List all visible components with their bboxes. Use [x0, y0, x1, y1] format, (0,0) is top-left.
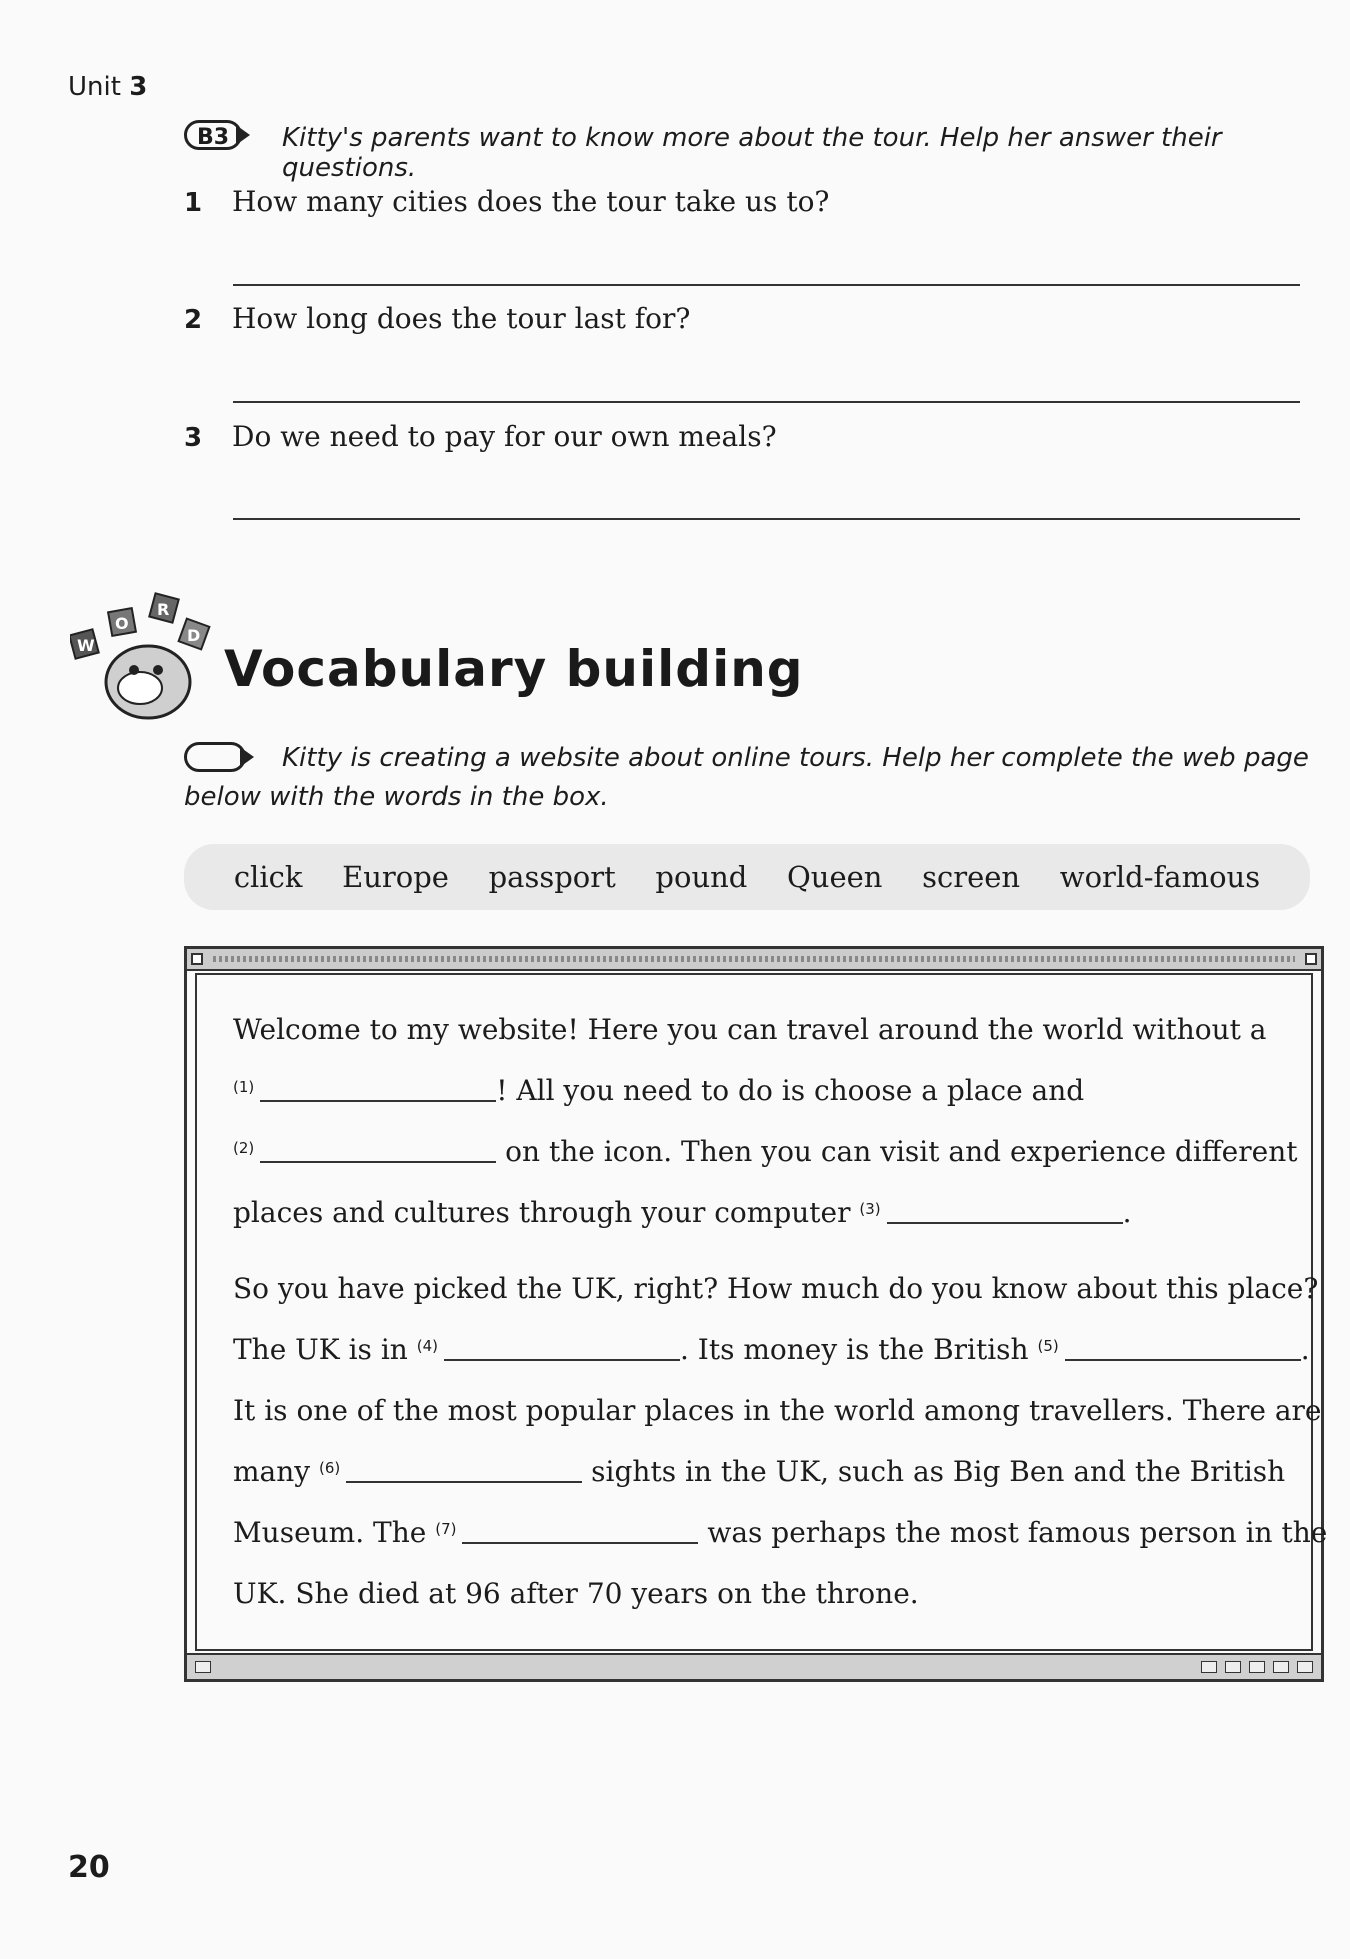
svg-text:R: R	[157, 600, 170, 619]
blank-1[interactable]	[260, 1076, 496, 1102]
b3-instruction: Kitty's parents want to know more about the tour. Help her answer their questions.	[282, 123, 1222, 183]
vocab-badge	[184, 742, 254, 772]
vocab-instruction-1: Kitty is creating a website about online tours. Help her complete the web page	[282, 743, 1309, 773]
word-item[interactable]: Queen	[787, 860, 883, 894]
blank-3[interactable]	[887, 1198, 1123, 1224]
word-item[interactable]: screen	[922, 860, 1021, 894]
badge-label: B3	[184, 120, 242, 150]
text-line: UK. She died at 96 after 70 years on the throne.	[233, 1577, 919, 1610]
word-item[interactable]: pound	[655, 860, 748, 894]
blank-2[interactable]	[260, 1137, 496, 1163]
tool-icon[interactable]	[1225, 1661, 1241, 1673]
word-item[interactable]: passport	[488, 860, 616, 894]
status-icons	[1201, 1661, 1313, 1673]
badge-empty	[184, 742, 246, 772]
titlebar-grip	[213, 956, 1295, 962]
unit-label: Unit	[68, 72, 121, 102]
text-line: So you have picked the UK, right? How much do you know about this place?	[233, 1272, 1319, 1305]
svg-text:W: W	[77, 636, 95, 655]
arrow-icon	[240, 747, 254, 767]
blank-6[interactable]	[346, 1457, 582, 1483]
tool-icon[interactable]	[1249, 1661, 1265, 1673]
text-line: The UK is in $^{(4)}$ . Its money is the British $^{(5)}$ .	[233, 1333, 1310, 1366]
text-line: Museum. The $^{(7)}$ was perhaps the most famous person in the	[233, 1516, 1328, 1549]
text-line: many $^{(6)}$ sights in the UK, such as Big Ben and the British	[233, 1455, 1286, 1488]
word-item[interactable]: world-famous	[1059, 860, 1261, 894]
blank-7[interactable]	[462, 1518, 698, 1544]
window-titlebar	[187, 949, 1321, 971]
window-statusbar	[187, 1653, 1321, 1679]
word-box	[184, 844, 1310, 910]
text-line: Welcome to my website! Here you can travel around the world without a	[233, 1013, 1267, 1046]
svg-text:O: O	[115, 614, 129, 633]
text-line: It is one of the most popular places in the world among travellers. There are	[233, 1394, 1322, 1427]
vocab-instruction-2: below with the words in the box.	[184, 782, 609, 812]
page-icon[interactable]	[195, 1661, 211, 1673]
tool-icon[interactable]	[1273, 1661, 1289, 1673]
close-box-icon[interactable]	[191, 953, 203, 965]
blank-5[interactable]	[1065, 1335, 1301, 1361]
tool-icon[interactable]	[1297, 1661, 1313, 1673]
answer-line-2[interactable]	[233, 401, 1300, 403]
arrow-icon	[236, 125, 250, 145]
zoom-box-icon[interactable]	[1305, 953, 1317, 965]
question-3: 3 Do we need to pay for our own meals?	[184, 420, 777, 453]
question-2: 2 How long does the tour last for?	[184, 302, 691, 335]
unit-number: 3	[129, 72, 148, 102]
svg-text:D: D	[187, 626, 201, 645]
web-page-content	[195, 973, 1328, 1651]
word-item[interactable]: click	[233, 860, 303, 894]
question-1: 1 How many cities does the tour take us to?	[184, 185, 830, 218]
text-line: $^{(2)}$ on the icon. Then you can visit and experience different	[233, 1135, 1298, 1168]
vocab-title: Vocabulary building	[224, 640, 804, 698]
tool-icon[interactable]	[1201, 1661, 1217, 1673]
answer-line-3[interactable]	[233, 518, 1300, 520]
section-b3-badge	[184, 120, 250, 150]
answer-line-1[interactable]	[233, 284, 1300, 286]
text-line: $^{(1)}$ ! All you need to do is choose a place and	[233, 1074, 1085, 1107]
word-item[interactable]: Europe	[342, 860, 449, 894]
word-mascot-icon	[70, 592, 220, 722]
browser-window	[184, 946, 1328, 1682]
page-number: 20	[68, 1850, 110, 1885]
unit-header	[68, 72, 147, 102]
blank-4[interactable]	[444, 1335, 680, 1361]
text-line: places and cultures through your computer $^{(3)}$ .	[233, 1196, 1132, 1229]
